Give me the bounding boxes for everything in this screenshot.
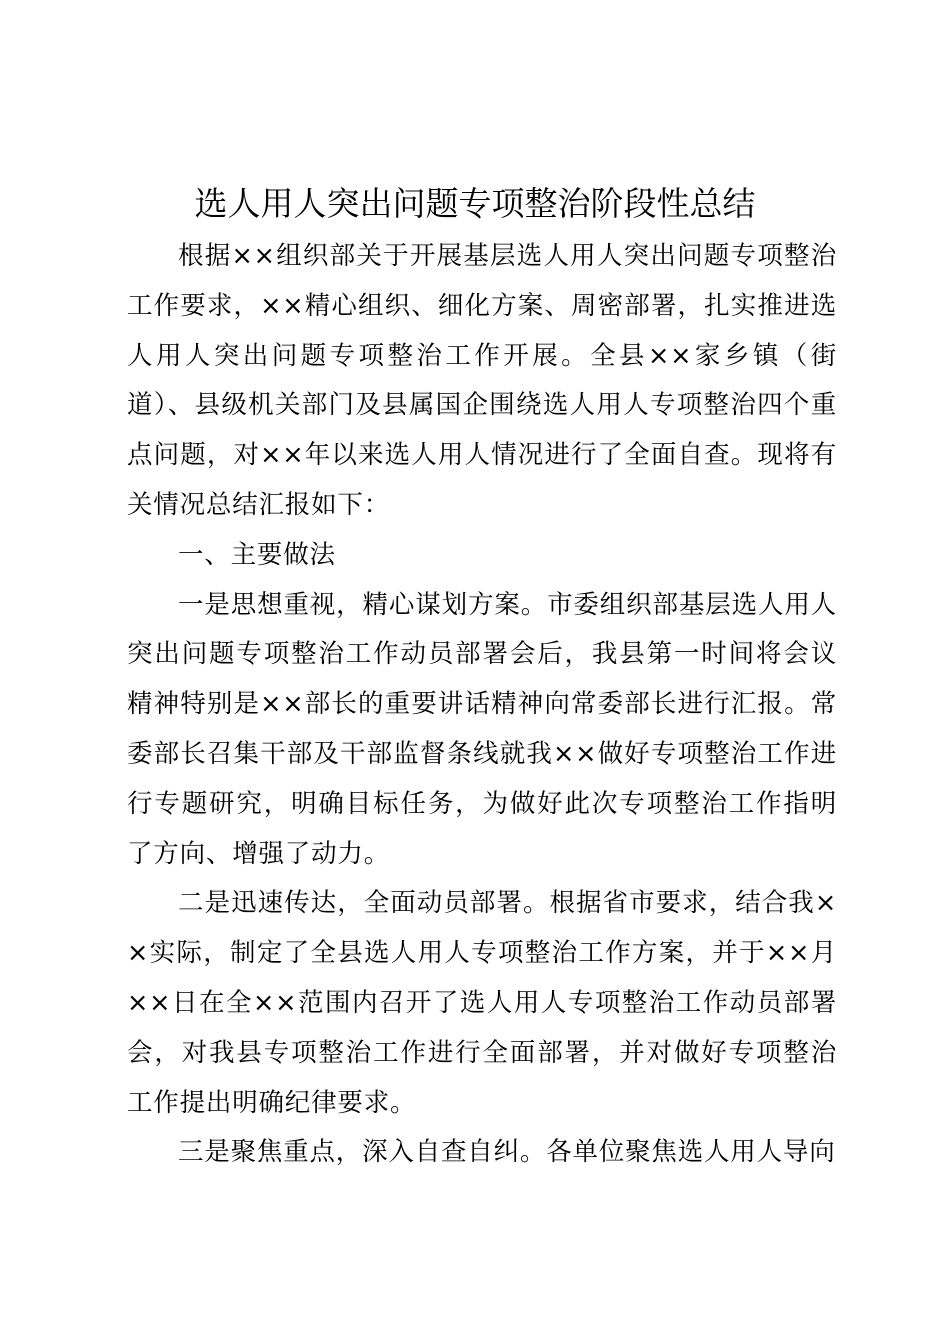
section-heading-main-practices: 一、主要做法 [178,539,336,570]
paragraph-point-two: 二是迅速传达，全面动员部署。根据省市要求，结合我××实际，制定了全县选人用人专项整治工作方案，并于××月××日在全××范围内召开了选人用人专项整治工作动员部署会，对我县专项整治工作进行全面部署，并对做好专项整治工作提出明确纪律要求。 [127,888,837,1118]
document-body [127,232,837,1178]
paragraph-point-one: 一是思想重视，精心谋划方案。市委组织部基层选人用人突出问题专项整治工作动员部署会后，我县第一时间将会议精神特别是××部长的重要讲话精神向常委部长进行汇报。常委部长召集干部及干部监督条线就我××做好专项整治工作进行专题研究，明确目标任务，为做好此次专项整治工作指明了方向、增强了动力。 [127,589,837,869]
document-title: 选人用人突出问题专项整治阶段性总结 [194,184,756,223]
paragraph-intro: 根据××组织部关于开展基层选人用人突出问题专项整治工作要求，××精心组织、细化方案、周密部署，扎实推进选人用人突出问题专项整治工作开展。全县××家乡镇（街道）、县级机关部门及县属国企围绕选人用人专项整治四个重点问题，对××年以来选人用人情况进行了全面自查。现将有关情况总结汇报如下： [127,241,837,520]
paragraph-point-three: 三是聚焦重点，深入自查自纠。各单位聚焦选人用人导向 [178,1137,836,1168]
